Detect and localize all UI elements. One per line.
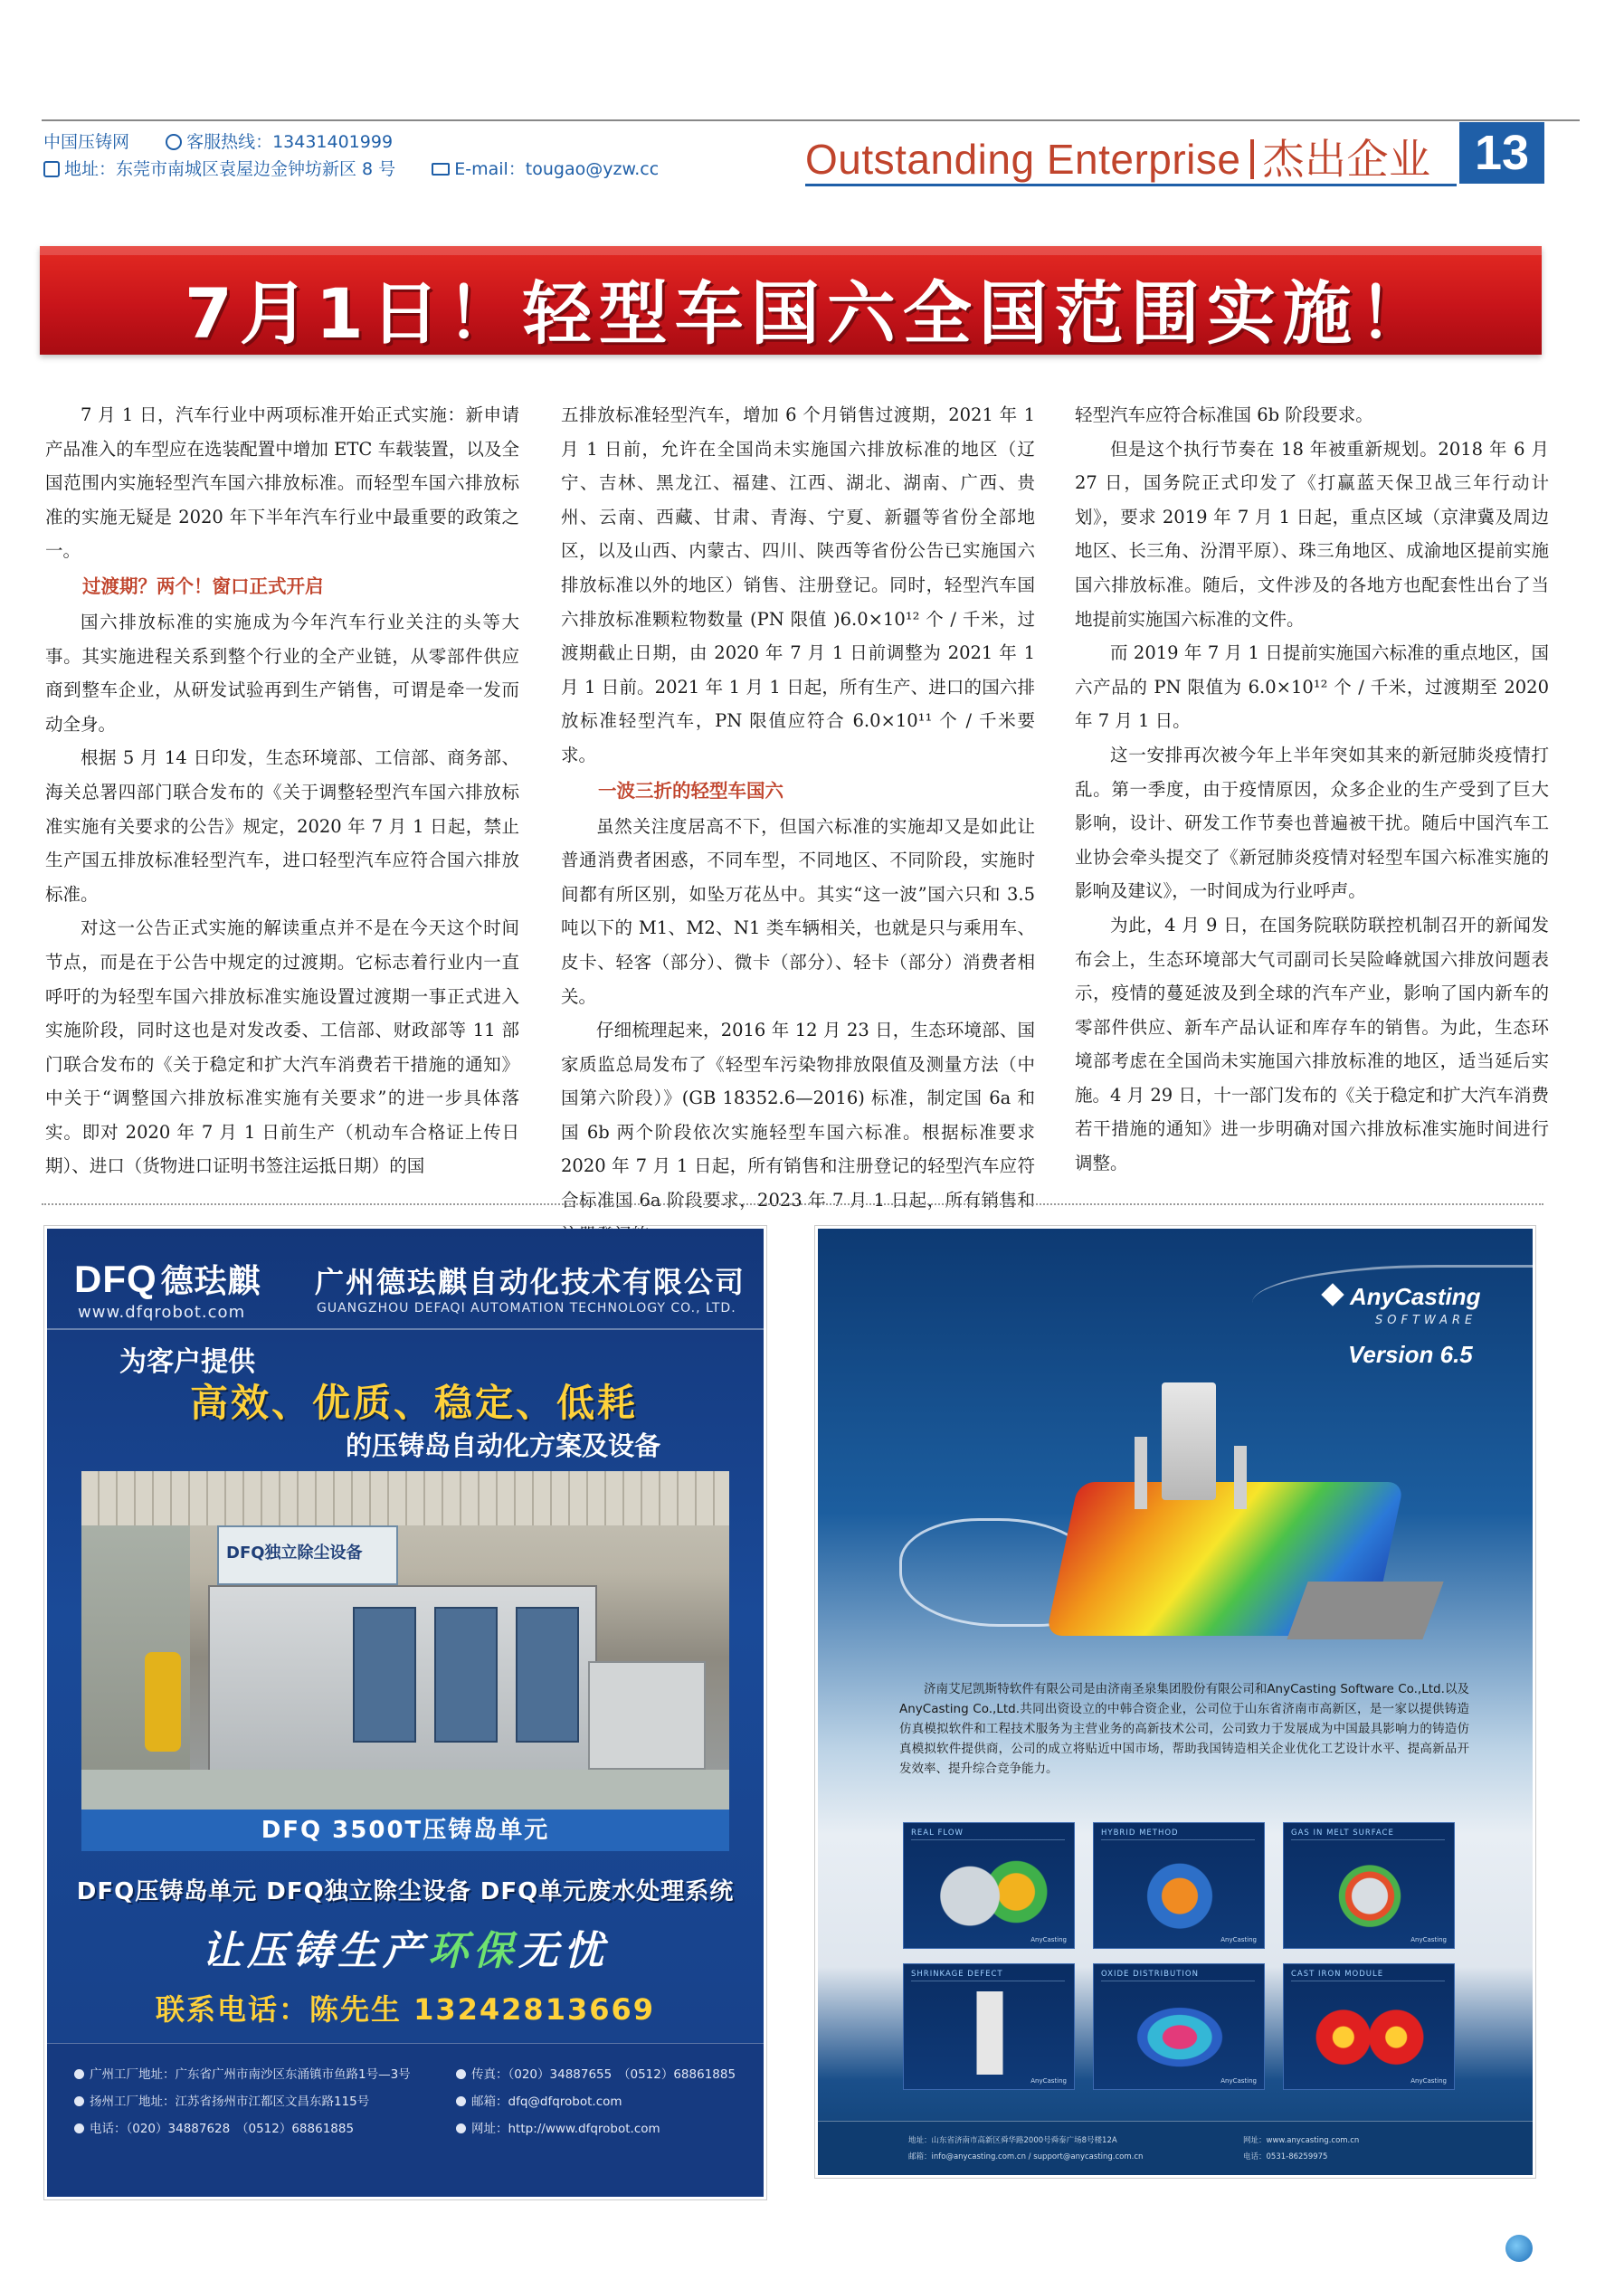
footer-text: 传真：（020）34887655 （0512）68861885 — [471, 2067, 736, 2082]
anycasting-footer — [818, 2121, 1533, 2175]
dfq-logo-text: DFQ — [74, 1258, 157, 1300]
feature-card-image — [1304, 1991, 1436, 2075]
article-column-3 — [1075, 398, 1549, 1181]
casting-riser — [1162, 1382, 1216, 1500]
hotline-text: 客服热线：13431401999 — [186, 132, 394, 152]
dfq-tagline-3: 的压铸岛自动化方案及设备 — [346, 1430, 661, 1461]
dfq-contact: 联系电话：陈先生 13242813669 — [155, 1992, 656, 2027]
dfq-divider — [47, 1328, 764, 1330]
feature-card-title: HYBRID METHOD — [1101, 1829, 1179, 1838]
dfq-advertisement — [47, 1229, 764, 2197]
machine-panel — [353, 1607, 416, 1743]
feature-card-title: REAL FLOW — [911, 1829, 964, 1838]
casting-simulation-image — [1008, 1382, 1424, 1645]
article-paragraph: 对这一公告正式实施的解读重点并不是在今天这个时间节点，而是在于公告中规定的过渡期。它标志着行业内一直呼吁的为轻型车国六排放标准实施设置过渡期一事正式进入实施阶段，同时这也是对发改委、工信部、财政部等 11 部门联合发布的《关于稳定和扩大汽车消费若干措施的通知》中关于“调整国六排放标准实施有关要求”的进一步具体落实。即对 2020 年 7 月 1 日前生产（机动车合格证上传日期）、进口（货物进口证明书签注运抵日期）的国 — [45, 917, 519, 1177]
slogan-highlight: 环保 — [428, 1928, 518, 1974]
feature-card — [1283, 1963, 1455, 2090]
slogan-part: 让压铸生产 — [202, 1928, 428, 1974]
feature-card-image — [1114, 1850, 1246, 1933]
footer-text: 电话：（020）34887628 （0512）68861885 — [90, 2122, 355, 2136]
section-separator — [42, 1203, 1543, 1205]
article-banner — [40, 246, 1542, 355]
article-paragraph: 这一安排再次被今年上半年突如其来的新冠肺炎疫情打乱。第一季度，由于疫情原因，众多企业的生产受到了巨大影响，设计、研发工作节奏也普遍被干扰。随后中国汽车工业协会牵头提交了《新冠肺炎疫情对轻型车国六标准实施的影响及建议》，一时间成为行业呼声。 — [1075, 744, 1549, 902]
article-paragraph: 为此，4 月 9 日，在国务院联防联控机制召开的新闻发布会上，生态环境部大气司副司长吴险峰就国六排放问题表示，疫情的蔓延波及到全球的汽车产业，影响了国内新车的零部件供应、新车产品认证和库存车的销售。为此，生态环境部考虑在全国尚未实施国六排放标准的地区，适当延后实施。4 月 29 日，十一部门发布的《关于稳定和扩大汽车消费若干措施的通知》进一步明确对国六排放标准实施时间进行调整。 — [1075, 914, 1549, 1174]
dfq-tagline-1: 为客户提供 — [119, 1346, 255, 1378]
card-subtitle-rule — [911, 1981, 1065, 1990]
dfq-footer-tel — [74, 2118, 354, 2136]
anycasting-description: 济南艾尼凯斯特软件有限公司是由济南圣泉集团股份有限公司和AnyCasting Software Co.,Ltd.以及AnyCasting Co.,Ltd.共同出资设立的中韩合资企业，公司位于山东省济南市高新区，是一家以提供铸造仿真模拟软件和工程技术服务为主营业务的高新技术公司，公司致力于发展成为中国最具影响力的铸造仿真模拟软件提供商，公司的成立将贴近中国市场，帮助我国铸造相关企业优化工艺设计水平、提高新品开发效率、提升综合竞争能力。 — [899, 1682, 1469, 1776]
phone-icon — [166, 134, 182, 150]
article-paragraph: 而 2019 年 7 月 1 日提前实施国六标准的重点地区，国六产品的 PN 限值为 6.0×10¹² 个 / 千米，过渡期至 2020 年 7 月 1 日。 — [1075, 642, 1549, 732]
feature-card-brand: AnyCasting — [1030, 1936, 1067, 1943]
article-title: 7月1日！轻型车国六全国范围实施！ — [185, 273, 1435, 354]
card-subtitle-rule — [1291, 1839, 1445, 1848]
feature-card-brand: AnyCasting — [1410, 1936, 1447, 1943]
anycasting-footer-address: 地址：山东省济南市高新区舜华路2000号舜泰广场8号楼12A — [908, 2136, 1117, 2145]
section-underline — [805, 184, 1457, 186]
section-title-cn: 杰出企业 — [1262, 136, 1431, 183]
card-subtitle-rule — [1101, 1839, 1255, 1848]
feature-card-image — [1114, 1991, 1246, 2075]
machine-panel — [434, 1607, 498, 1743]
card-subtitle-rule — [1101, 1981, 1255, 1990]
anycasting-version: Version 6.5 — [1348, 1341, 1473, 1368]
casting-pipe — [1135, 1437, 1147, 1509]
feature-card — [903, 1963, 1075, 2090]
section-divider — [1250, 139, 1254, 179]
anycasting-logo-text: AnyCasting — [1350, 1283, 1481, 1310]
dfq-footer-fax — [456, 2064, 736, 2082]
dust-booth-label: DFQ独立除尘设备 — [226, 1544, 363, 1563]
article-column-1 — [45, 398, 519, 1183]
feature-card-brand: AnyCasting — [1220, 2077, 1257, 2085]
feature-card-title: GAS IN MELT SURFACE — [1291, 1829, 1394, 1838]
anycasting-footer-tel: 电话：0531-86259975 — [1243, 2152, 1328, 2161]
feature-card-brand: AnyCasting — [1410, 2077, 1447, 2085]
section-title — [805, 127, 1431, 186]
article-subheading: 过渡期？两个！窗口正式开启 — [82, 575, 324, 597]
site-name: 中国压铸网 — [43, 132, 130, 152]
footer-text: 网址：http://www.dfqrobot.com — [471, 2122, 660, 2136]
article-paragraph: 但是这个执行节奏在 18 年被重新规划。2018 年 6 月 27 日，国务院正式印发了《打赢蓝天保卫战三年行动计划》，要求 2019 年 7 月 1 日起，重点区域（京津冀及周边地区、长三角、汾渭平原）、珠三角地区、成渝地区提前实施国六排放标准。随后，文件涉及的各地方也配套性出台了当地提前实施国六标准的文件。 — [1075, 438, 1549, 630]
page-number: 13 — [1459, 122, 1544, 184]
feature-card-image — [1304, 1850, 1436, 1933]
dfq-logo — [74, 1256, 261, 1302]
anycasting-logo-icon — [1321, 1283, 1344, 1306]
casting-pipe — [1234, 1446, 1247, 1509]
article-paragraph: 国六排放标准的实施成为今年汽车行业关注的头等大事。其实施进程关系到整个行业的全产业链，从零部件供应商到整车企业，从研发试验再到生产销售，可谓是牵一发而动全身。 — [45, 611, 519, 735]
feature-card-image — [924, 1850, 1056, 1933]
factory-floor — [81, 1770, 729, 1810]
globe-icon — [456, 2123, 466, 2133]
machine-panel — [516, 1607, 579, 1743]
anycasting-advertisement — [818, 1229, 1533, 2175]
casting-filter — [1287, 1582, 1443, 1639]
anycasting-logo — [1325, 1283, 1480, 1311]
dfq-footer-yz — [74, 2091, 369, 2109]
section-title-en: Outstanding Enterprise — [805, 136, 1241, 183]
article-subheading: 一波三折的轻型车国六 — [598, 779, 784, 802]
dfq-footer-web — [456, 2118, 660, 2136]
article-paragraph: 根据 5 月 14 日印发，生态环境部、工信部、商务部、海关总署四部门联合发布的《关于调整轻型汽车国六排放标准实施有关要求的公告》规定，2020 年 7 月 1 日起，禁止生产国五排放标准轻型汽车，进口轻型汽车应符合国六排放标准。 — [45, 747, 519, 905]
article-paragraph: 五排放标准轻型汽车，增加 6 个月销售过渡期，2021 年 1 月 1 日前，允许在全国尚未实施国六排放标准的地区（辽宁、吉林、黑龙江、福建、江西、湖北、湖南、广西、贵州、云南、西藏、甘肃、青海、宁夏、新疆等省份全部地区，以及山西、内蒙古、四川、陕西等省份公告已实施国六排放标准以外的地区）销售、注册登记。同时，轻型汽车国六排放标准颗粒物数量 (PN 限值 )6.0×10¹² 个 / 千米，过渡期截止日期，由 2020 年 7 月 1 日前调整为 2021 年 1 月 1 日前。2021 年 1 月 1 日起，所有生产、进口的国六排放标准轻型汽车，PN 限值应符合 6.0×10¹¹ 个 / 千米要求。 — [561, 404, 1035, 765]
location-icon — [74, 2069, 84, 2079]
card-subtitle-rule — [911, 1839, 1065, 1848]
dfq-footer — [47, 2043, 764, 2197]
dfq-footer-mail — [456, 2091, 622, 2109]
feature-card — [1093, 1963, 1265, 2090]
email-text: E-mail：tougao@yzw.cc — [454, 159, 660, 179]
article-paragraph: 虽然关注度居高不下，但国六标准的实施却又是如此让普通消费者困惑，不同车型，不同地区、不同阶段，实施时间都有所区别，如坠万花丛中。其实“这一波”国六只和 3.5 吨以下的 M1、M2、N1 类车辆相关，也就是只与乘用车、皮卡、轻客（部分）、微卡（部分）、轻卡（部分）消费者相关。 — [561, 815, 1035, 1007]
location-icon — [74, 2096, 84, 2106]
feature-card-title: SHRINKAGE DEFECT — [911, 1970, 1003, 1979]
feature-card-title: OXIDE DISTRIBUTION — [1101, 1970, 1199, 1979]
address-text: 地址：东莞市南城区袁屋边金钟坊新区 8 号 — [64, 159, 396, 179]
dfq-photo-caption: DFQ 3500T压铸岛单元 — [81, 1810, 729, 1851]
header-contact — [43, 128, 659, 183]
anycasting-software: SOFTWARE — [1375, 1314, 1477, 1327]
dfq-footer-gz — [74, 2064, 411, 2082]
article-paragraph: 仔细梳理起来，2016 年 12 月 23 日，生态环境部、国家质监总局发布了《轻型车污染物排放限值及测量方法（中国第六阶段）》(GB 18352.6—2016) 标准，制定国 6a 和国 6b 两个阶段依次实施轻型车国六标准。根据标准要求 2020 年 7 月 1 日起，所有销售和注册登记的轻型汽车应符合标准国 6a 阶段要求，2023 年 7 月 1 日起，所有销售和 — [561, 1020, 1035, 1211]
slogan-part: 无忧 — [518, 1928, 609, 1974]
feature-card-image — [924, 1991, 1056, 2075]
control-cabinet — [588, 1661, 706, 1770]
feature-card — [1093, 1822, 1265, 1949]
footer-text: 扬州工厂地址：江苏省扬州市江都区文昌东路115号 — [90, 2095, 370, 2109]
phone-icon — [74, 2123, 84, 2133]
mail-icon — [432, 163, 450, 176]
publisher-logo-icon — [1505, 2235, 1533, 2262]
article-column-2 — [561, 398, 1035, 1251]
article-paragraph: 轻型汽车应符合标准国 6b 阶段要求。 — [1075, 404, 1373, 425]
anycasting-footer-mail: 邮箱：info@anycasting.com.cn / support@anycasting.com.cn — [908, 2152, 1144, 2161]
card-subtitle-rule — [1291, 1981, 1445, 1990]
feature-card-brand: AnyCasting — [1030, 2077, 1067, 2085]
article-paragraph: 7 月 1 日，汽车行业中两项标准开始正式实施：新申请产品准入的车型应在选装配置中增加 ETC 车载装置，以及全国范围内实施轻型汽车国六排放标准。而轻型车国六排放标准的实施无疑是 2020 年下半年汽车行业中最重要的政策之一。 — [45, 404, 519, 562]
feature-card-title: CAST IRON MODULE — [1291, 1970, 1384, 1979]
dfq-slogan — [47, 1918, 764, 1976]
dfq-company-name-en: GUANGZHOU DEFAQI AUTOMATION TECHNOLOGY CO., LTD. — [317, 1301, 736, 1316]
dfq-tagline-2: 高效、优质、稳定、低耗 — [190, 1381, 639, 1425]
fax-icon — [456, 2069, 466, 2079]
home-icon — [43, 161, 60, 177]
dfq-logo-cn: 德珐麒 — [160, 1262, 261, 1299]
dfq-factory-photo — [81, 1471, 729, 1810]
feature-card-brand: AnyCasting — [1220, 1936, 1257, 1943]
factory-roof — [81, 1471, 729, 1525]
robot-arm — [145, 1652, 181, 1752]
dfq-company-name: 广州德珐麒自动化技术有限公司 — [315, 1265, 746, 1299]
dfq-products: DFQ压铸岛单元 DFQ独立除尘设备 DFQ单元废水处理系统 — [76, 1878, 735, 1905]
footer-text: 广州工厂地址：广东省广州市南沙区东涌镇市鱼路1号—3号 — [90, 2067, 411, 2082]
header-rule — [42, 119, 1580, 121]
mail-icon — [456, 2096, 466, 2106]
footer-text: 邮箱：dfq@dfqrobot.com — [471, 2095, 622, 2109]
anycasting-footer-web: 网址：www.anycasting.com.cn — [1243, 2136, 1360, 2145]
feature-card — [903, 1822, 1075, 1949]
feature-card — [1283, 1822, 1455, 1949]
dfq-url: www.dfqrobot.com — [78, 1303, 246, 1322]
